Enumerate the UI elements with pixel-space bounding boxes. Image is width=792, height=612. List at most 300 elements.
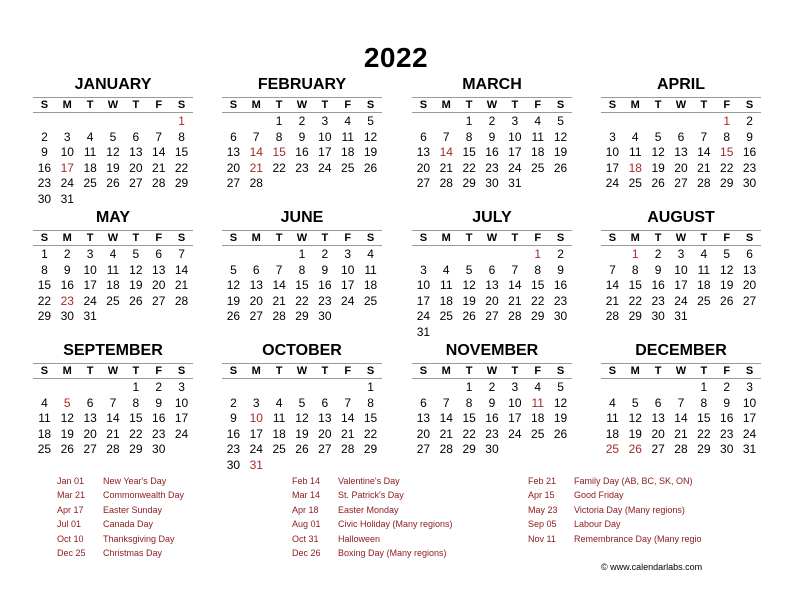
weekday-label: S — [556, 99, 565, 111]
day-cell: 2 — [298, 114, 306, 128]
day-cell: 18 — [605, 426, 620, 441]
day-cell: 16 — [318, 278, 332, 292]
day-cell: 16 — [226, 426, 241, 441]
holiday-date: Oct 31 — [292, 533, 319, 544]
holiday-date: Nov 11 — [528, 533, 556, 544]
holiday-day-cell: 18 — [628, 160, 642, 175]
day-cell: 30 — [485, 176, 499, 190]
day-cell: 14 — [674, 411, 688, 425]
month-october — [222, 342, 382, 482]
day-cell: 11 — [341, 129, 354, 144]
weekday-label: W — [296, 365, 308, 377]
weekday-label: M — [62, 232, 72, 244]
day-cell: 16 — [152, 411, 166, 425]
day-cell: 2 — [230, 395, 237, 410]
weekday-label: T — [654, 99, 662, 111]
day-cell: 12 — [295, 411, 309, 425]
weekday-label: T — [511, 232, 519, 244]
day-cell: 21 — [697, 160, 711, 175]
day-cell: 30 — [60, 309, 74, 323]
weekday-label: M — [251, 99, 261, 111]
day-cell: 5 — [557, 114, 564, 128]
day-cell: 6 — [132, 129, 140, 144]
weekday-label: T — [275, 99, 283, 111]
day-cell: 27 — [742, 293, 757, 308]
weekday-label: M — [251, 232, 261, 244]
day-cell: 23 — [485, 426, 499, 441]
day-cell: 16 — [553, 278, 568, 292]
day-cell: 8 — [534, 262, 542, 277]
day-cell: 5 — [631, 395, 639, 410]
holiday-date: Sep 05 — [528, 519, 557, 530]
day-cell: 15 — [174, 145, 189, 159]
day-cell: 18 — [531, 411, 545, 425]
holiday-day-cell: 21 — [249, 160, 263, 175]
day-cell: 21 — [674, 426, 688, 441]
day-cell: 17 — [341, 278, 355, 292]
day-cell: 2 — [488, 380, 496, 394]
day-cell: 3 — [86, 247, 94, 261]
day-cell: 9 — [155, 395, 163, 410]
weekday-label: S — [745, 99, 754, 111]
day-cell: 9 — [557, 262, 564, 277]
day-cell: 12 — [553, 129, 568, 144]
weekday-header — [601, 363, 761, 379]
day-cell: 4 — [86, 129, 94, 144]
day-cell: 12 — [628, 411, 642, 425]
holiday-name: Victoria Day (Many regions) — [574, 504, 685, 515]
day-cell: 11 — [531, 129, 544, 144]
day-cell: 22 — [697, 426, 711, 441]
day-cell: 12 — [462, 278, 476, 292]
day-cell: 20 — [416, 160, 431, 175]
day-cell: 23 — [742, 160, 757, 175]
month-march — [412, 76, 572, 216]
day-cell: 27 — [152, 293, 166, 308]
day-cell: 27 — [651, 442, 665, 456]
day-cell: 5 — [132, 247, 140, 261]
day-cell: 24 — [83, 293, 97, 308]
day-cell: 5 — [367, 114, 374, 128]
day-cell: 12 — [106, 145, 120, 159]
day-cell: 24 — [341, 293, 355, 308]
holiday-name: New Year's Day — [103, 476, 167, 486]
day-cell: 28 — [674, 442, 688, 456]
day-cell: 7 — [677, 395, 685, 410]
day-cell: 5 — [654, 129, 662, 144]
holiday-date: Apr 17 — [57, 504, 84, 515]
day-cell: 19 — [106, 160, 120, 175]
day-cell: 14 — [174, 262, 189, 277]
day-cell: 5 — [465, 262, 473, 277]
day-cell: 22 — [462, 426, 476, 441]
weekday-label: S — [177, 232, 186, 244]
weekday-label: T — [86, 365, 94, 377]
weekday-label: S — [177, 365, 186, 377]
day-cell: 21 — [439, 426, 453, 441]
holiday-date: Dec 25 — [57, 548, 86, 558]
day-cell: 24 — [174, 426, 189, 441]
day-cell: 8 — [465, 395, 473, 410]
day-cell: 19 — [628, 426, 642, 441]
day-cell: 4 — [534, 380, 542, 394]
weekday-header — [412, 97, 572, 113]
day-cell: 14 — [341, 411, 355, 425]
day-cell: 23 — [226, 442, 241, 456]
day-cell: 26 — [363, 160, 378, 175]
holiday-day-cell: 31 — [249, 457, 263, 472]
day-cell: 4 — [609, 395, 616, 410]
day-cell: 7 — [700, 129, 708, 144]
day-cell: 17 — [249, 426, 263, 441]
day-cell: 3 — [344, 247, 352, 261]
day-cell: 9 — [488, 129, 496, 144]
day-cell: 4 — [631, 129, 639, 144]
day-cell: 11 — [697, 262, 711, 277]
day-cell: 29 — [37, 309, 52, 323]
weekday-label: W — [675, 232, 687, 244]
day-cell: 22 — [295, 293, 309, 308]
day-cell: 20 — [226, 160, 241, 175]
holiday-name: St. Patrick's Day — [338, 490, 404, 501]
day-cell: 26 — [720, 293, 734, 308]
day-cell: 24 — [318, 160, 332, 175]
day-cell: 2 — [63, 247, 71, 261]
weekday-label: T — [465, 232, 473, 244]
holiday-name: Civic Holiday (Many regions) — [338, 519, 453, 530]
day-cell: 6 — [420, 129, 427, 144]
day-cell: 7 — [275, 262, 283, 277]
day-cell: 30 — [553, 309, 568, 323]
month-name: OCTOBER — [262, 342, 342, 359]
day-cell: 27 — [318, 442, 332, 456]
holiday-date: Feb 21 — [528, 476, 557, 486]
day-cell: 10 — [318, 129, 332, 144]
day-cell: 13 — [129, 145, 143, 159]
day-cell: 31 — [60, 191, 74, 206]
day-cell: 8 — [631, 262, 639, 277]
weekday-label: T — [700, 365, 708, 377]
holiday-date: Apr 15 — [528, 490, 555, 501]
day-cell: 23 — [152, 426, 166, 441]
day-cell: 11 — [364, 262, 377, 277]
weekday-label: T — [700, 99, 708, 111]
day-cell: 4 — [109, 247, 117, 261]
day-cell: 2 — [746, 114, 753, 128]
day-cell: 22 — [531, 293, 545, 308]
day-cell: 21 — [341, 426, 355, 441]
weekday-label: W — [675, 365, 687, 377]
month-name: JANUARY — [74, 76, 152, 93]
day-cell: 3 — [321, 114, 329, 128]
weekday-label: T — [654, 365, 662, 377]
weekday-label: S — [556, 365, 565, 377]
day-cell: 13 — [674, 145, 688, 159]
day-cell: 31 — [508, 176, 522, 190]
day-cell: 3 — [178, 380, 185, 394]
holiday-name: Family Day (AB, BC, SK, ON) — [574, 476, 693, 486]
day-cell: 10 — [83, 262, 97, 277]
holiday-name: Christmas Day — [103, 548, 163, 558]
day-cell: 12 — [363, 129, 378, 144]
weekday-header — [222, 363, 382, 379]
weekday-label: W — [107, 99, 119, 111]
day-cell: 29 — [174, 176, 189, 190]
holiday-name: Good Friday — [574, 490, 624, 501]
weekday-label: S — [366, 365, 375, 377]
day-cell: 11 — [440, 278, 453, 292]
day-cell: 19 — [226, 293, 241, 308]
weekday-header — [601, 230, 761, 246]
day-cell: 9 — [230, 411, 237, 425]
day-cell: 27 — [416, 442, 431, 456]
weekday-label: F — [344, 232, 352, 244]
day-cell: 14 — [152, 145, 166, 159]
day-cell: 17 — [508, 411, 522, 425]
day-cell: 18 — [37, 426, 52, 441]
day-cell: 29 — [462, 442, 476, 456]
day-cell: 7 — [442, 395, 450, 410]
day-cell: 27 — [674, 176, 688, 190]
day-cell: 30 — [152, 442, 166, 456]
weekday-label: W — [486, 99, 498, 111]
day-cell: 15 — [37, 278, 52, 292]
day-cell: 4 — [534, 114, 542, 128]
day-cell: 27 — [83, 442, 97, 456]
day-cell: 20 — [674, 160, 688, 175]
day-cell: 10 — [742, 395, 757, 410]
holiday-date: Oct 10 — [57, 533, 84, 544]
weekday-label: F — [155, 232, 163, 244]
day-cell: 3 — [746, 380, 753, 394]
weekday-label: S — [229, 365, 238, 377]
day-cell: 29 — [720, 176, 734, 190]
day-cell: 14 — [508, 278, 522, 292]
day-cell: 26 — [60, 442, 74, 456]
month-name: NOVEMBER — [445, 342, 539, 359]
weekday-label: T — [465, 365, 473, 377]
day-cell: 16 — [60, 278, 74, 292]
day-cell: 2 — [557, 247, 564, 261]
day-cell: 12 — [129, 262, 143, 277]
day-cell: 31 — [742, 442, 757, 456]
day-cell: 22 — [363, 426, 378, 441]
day-cell: 4 — [700, 247, 708, 261]
day-cell: 28 — [605, 309, 620, 323]
weekday-label: F — [723, 232, 731, 244]
weekday-header — [222, 230, 382, 246]
day-cell: 16 — [485, 411, 499, 425]
day-cell: 7 — [511, 262, 519, 277]
day-cell: 25 — [37, 442, 52, 456]
day-cell: 25 — [531, 426, 545, 441]
day-cell: 8 — [132, 395, 140, 410]
day-cell: 18 — [341, 145, 355, 159]
day-cell: 4 — [344, 114, 352, 128]
holiday-name: Valentine's Day — [338, 476, 400, 486]
day-cell: 30 — [318, 309, 332, 323]
weekday-header — [222, 97, 382, 113]
day-cell: 23 — [651, 293, 665, 308]
day-cell: 30 — [37, 191, 52, 206]
weekday-label: F — [344, 99, 352, 111]
day-cell: 19 — [295, 426, 309, 441]
weekday-header — [33, 363, 193, 379]
day-cell: 25 — [341, 160, 355, 175]
holiday-date: Mar 21 — [57, 490, 86, 501]
day-cell: 17 — [742, 411, 757, 425]
day-cell: 10 — [341, 262, 355, 277]
day-cell: 29 — [129, 442, 143, 456]
holiday-date: Jan 01 — [57, 476, 85, 486]
day-cell: 29 — [697, 442, 711, 456]
day-cell: 22 — [129, 426, 143, 441]
day-cell: 6 — [488, 262, 496, 277]
day-cell: 22 — [628, 293, 642, 308]
day-cell: 19 — [720, 278, 734, 292]
day-cell: 26 — [129, 293, 143, 308]
weekday-header — [33, 97, 193, 113]
day-cell: 7 — [344, 395, 352, 410]
day-cell: 13 — [318, 411, 332, 425]
day-cell: 7 — [442, 129, 450, 144]
day-cell: 17 — [605, 160, 620, 175]
day-cell: 28 — [174, 293, 189, 308]
holiday-name: Commonwealth Day — [103, 490, 185, 501]
weekday-label: T — [511, 99, 519, 111]
weekday-label: T — [654, 232, 662, 244]
weekday-header — [412, 230, 572, 246]
month-august — [601, 209, 761, 349]
weekday-label: S — [745, 232, 754, 244]
weekday-label: W — [296, 232, 308, 244]
holiday-day-cell: 14 — [439, 145, 453, 159]
day-cell: 22 — [462, 160, 476, 175]
day-cell: 25 — [272, 442, 286, 456]
day-cell: 21 — [174, 278, 189, 292]
day-cell: 1 — [465, 114, 473, 128]
month-name: APRIL — [657, 76, 705, 93]
day-cell: 10 — [416, 278, 431, 292]
day-cell: 22 — [720, 160, 734, 175]
day-cell: 7 — [155, 129, 163, 144]
day-cell: 6 — [654, 395, 662, 410]
day-cell: 28 — [152, 176, 166, 190]
day-cell: 18 — [531, 145, 545, 159]
day-cell: 3 — [677, 247, 685, 261]
day-cell: 25 — [531, 160, 545, 175]
day-cell: 24 — [249, 442, 263, 456]
weekday-label: F — [534, 232, 542, 244]
weekday-label: T — [700, 232, 708, 244]
day-cell: 13 — [485, 278, 499, 292]
weekday-label: S — [177, 99, 186, 111]
day-cell: 28 — [106, 442, 120, 456]
weekday-label: M — [441, 99, 451, 111]
day-cell: 29 — [295, 309, 309, 323]
site-credit[interactable]: © www.calendarlabs.com — [601, 562, 703, 572]
day-cell: 1 — [367, 380, 374, 394]
month-september — [33, 342, 193, 482]
month-july — [412, 209, 572, 349]
day-cell: 14 — [439, 411, 453, 425]
day-cell: 30 — [651, 309, 665, 323]
weekday-label: W — [107, 365, 119, 377]
day-cell: 26 — [553, 160, 568, 175]
day-cell: 18 — [272, 426, 286, 441]
day-cell: 14 — [272, 278, 286, 292]
day-cell: 14 — [605, 278, 620, 292]
holiday-date: May 23 — [528, 504, 558, 515]
day-cell: 29 — [628, 309, 642, 323]
month-february — [222, 76, 382, 216]
day-cell: 21 — [605, 293, 620, 308]
day-cell: 11 — [629, 145, 642, 159]
weekday-label: F — [155, 99, 163, 111]
day-cell: 2 — [155, 380, 163, 394]
day-cell: 5 — [557, 380, 564, 394]
day-cell: 28 — [249, 176, 263, 190]
day-cell: 14 — [106, 411, 120, 425]
weekday-label: M — [62, 365, 72, 377]
holiday-day-cell: 11 — [531, 395, 544, 410]
day-cell: 31 — [674, 309, 688, 323]
day-cell: 15 — [531, 278, 545, 292]
day-cell: 1 — [298, 247, 306, 261]
day-cell: 7 — [252, 129, 260, 144]
weekday-label: S — [419, 365, 428, 377]
day-cell: 4 — [41, 395, 48, 410]
day-cell: 13 — [152, 262, 166, 277]
day-cell: 9 — [298, 129, 306, 144]
day-cell: 18 — [106, 278, 120, 292]
day-cell: 17 — [508, 145, 522, 159]
day-cell: 26 — [462, 309, 476, 323]
holiday-day-cell: 15 — [272, 145, 286, 159]
weekday-label: S — [419, 99, 428, 111]
day-cell: 25 — [439, 309, 453, 323]
day-cell: 17 — [318, 145, 332, 159]
day-cell: 13 — [249, 278, 263, 292]
day-cell: 12 — [226, 278, 241, 292]
weekday-label: F — [534, 99, 542, 111]
day-cell: 7 — [178, 247, 185, 261]
day-cell: 22 — [272, 160, 286, 175]
weekday-label: S — [608, 365, 617, 377]
day-cell: 15 — [295, 278, 309, 292]
day-cell: 24 — [60, 176, 74, 190]
weekday-label: F — [723, 365, 731, 377]
weekday-label: F — [344, 365, 352, 377]
day-cell: 9 — [723, 395, 731, 410]
day-cell: 27 — [226, 176, 241, 190]
weekday-header — [601, 97, 761, 113]
weekday-label: M — [630, 99, 640, 111]
holiday-day-cell: 1 — [631, 247, 639, 261]
weekday-label: S — [419, 232, 428, 244]
day-cell: 2 — [654, 247, 662, 261]
day-cell: 7 — [609, 262, 616, 277]
day-cell: 28 — [439, 442, 453, 456]
day-cell: 8 — [367, 395, 374, 410]
day-cell: 20 — [416, 426, 431, 441]
month-november — [412, 342, 572, 482]
day-cell: 25 — [697, 293, 711, 308]
day-cell: 18 — [439, 293, 453, 308]
day-cell: 26 — [651, 176, 665, 190]
day-cell: 31 — [416, 324, 431, 339]
day-cell: 15 — [628, 278, 642, 292]
